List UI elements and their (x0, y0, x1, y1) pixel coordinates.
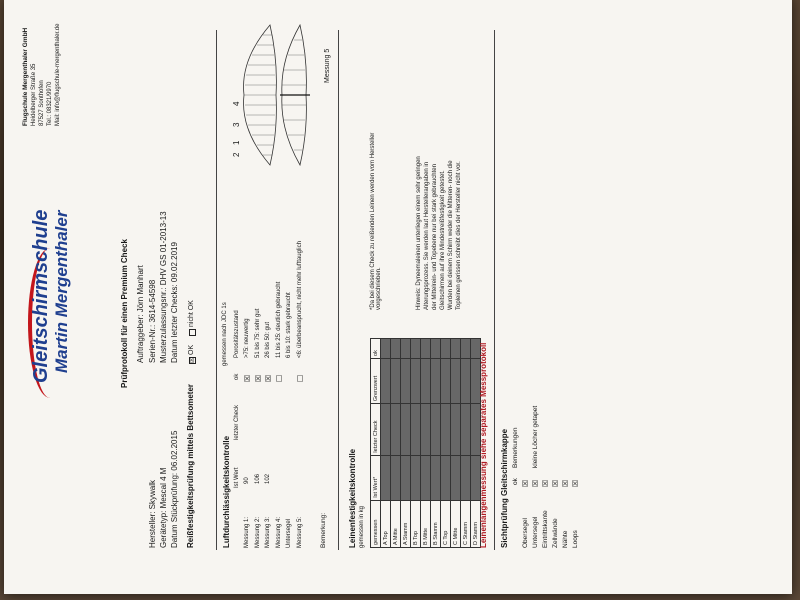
luft-row-checkbox[interactable]: ☐ (295, 374, 305, 382)
luft-row-checkbox[interactable]: ☒ (253, 374, 263, 382)
leinen-cell-ok[interactable] (461, 339, 471, 359)
leinen-cell-letzter[interactable] (401, 404, 411, 455)
leinen-cell-grenz[interactable] (441, 358, 451, 403)
reiss-ok-checkbox[interactable]: ☒ (189, 356, 196, 363)
leinen-cell-ok[interactable] (421, 339, 431, 359)
leinenlaenge-note: Leinenlängenmessung siehe separates Messprotokoll (479, 342, 488, 548)
reiss-heading: Reißfestigkeitsprüfung mittels Bettsometer (186, 383, 195, 548)
sicht-row-label: Nähte (562, 530, 569, 548)
table-row (411, 339, 421, 548)
leinen-cell-letzter[interactable] (421, 404, 431, 455)
luft-col-letzter: letzter Check (234, 404, 240, 440)
diagram-caption: Messung 5 (324, 48, 331, 83)
luft-row-checkbox[interactable]: ☒ (264, 374, 273, 382)
leinen-cell-ok[interactable] (441, 339, 451, 359)
luft-row-label: Messung 3: (265, 516, 271, 548)
luft-row-label: Messung 1: (244, 516, 250, 548)
leinen-header-row (371, 339, 381, 548)
leinen-col-ist: Ist Wert* (371, 455, 381, 500)
reiss-notok-label: nicht OK (188, 300, 195, 327)
leinen-row-label: C Top (441, 500, 451, 547)
luft-heading: Luftdurchlässigkeitskontrolle (222, 435, 231, 548)
hinweis-line: Topleinen gerissen schreibt dies der Hersteller nicht vor. (456, 161, 462, 310)
divider-luft (216, 30, 217, 550)
leinen-cell-grenz[interactable] (401, 358, 411, 403)
sicht-heading: Sichtprüfung Gleitschirmkappe (500, 428, 509, 548)
leinen-cell-letzter[interactable] (431, 404, 441, 455)
luft-bemerkung: Bemerkung: (320, 512, 327, 548)
luft-col-ist: Ist Wert (234, 467, 240, 488)
divider-leinen (338, 30, 339, 550)
sicht-row-label: Zellwände (552, 518, 559, 548)
leinen-cell-ist[interactable] (431, 455, 441, 500)
luft-col-porositaet: Porositätszustand (234, 310, 240, 358)
sicht-row-label: Loops (572, 530, 579, 548)
leinen-cell-letzter[interactable] (391, 404, 401, 455)
sicht-col-bem: Bemerkungen (512, 427, 519, 468)
luft-row-label: Untersegel (286, 518, 292, 548)
table-row (431, 339, 441, 548)
sicht-row-label: Obersegel (522, 518, 529, 548)
leinen-cell-ist[interactable] (451, 455, 461, 500)
info-seriennr: Serien-Nr.: 3614-54598 (148, 279, 157, 363)
leinen-gemessen: gemessen in kg (359, 505, 365, 548)
sicht-row-bemerkung: kleine Löcher getapet (532, 405, 539, 468)
company-phone: Tel.: 08321/9970 (47, 81, 53, 126)
luft-row-label: Messung 5: (296, 516, 303, 548)
hinweis-line: Alterungsprozess. Sie werden laut Herstellerangaben in (424, 161, 430, 310)
hinweis-line: Hinweis: Dyneemaleinen unterliegen einem sehr geringen (416, 156, 422, 310)
leinen-row-label: B Stamm (431, 500, 441, 547)
company-name: Flugschule Mergenthaler GmbH (22, 27, 29, 126)
leinen-cell-ok[interactable] (391, 339, 401, 359)
leinen-table (370, 338, 481, 548)
leinen-cell-ist[interactable] (411, 455, 421, 500)
info-auftraggeber: Auftraggeber: Jörn Manhart (136, 265, 145, 363)
company-street: Heidelberger Straße 35 (31, 63, 37, 126)
leinen-col-ok: ok (371, 339, 381, 359)
info-musterzulassung: Musterzulassungsnr.: DHV GS 01-2013-13 (159, 211, 168, 363)
luft-row-status: 51 bis 75: sehr gut (254, 308, 261, 358)
leinen-cell-ok[interactable] (381, 339, 391, 359)
sicht-row-checkbox[interactable]: ☒ (531, 479, 540, 487)
leinen-row-label: C Stamm (461, 500, 471, 547)
leinen-row-label: D Stamm (471, 500, 481, 547)
leinen-cell-ist[interactable] (421, 455, 431, 500)
sicht-row-label: Untersegel (532, 516, 539, 548)
luft-row-checkbox[interactable]: ☒ (243, 374, 252, 382)
sicht-row-checkbox[interactable]: ☒ (541, 479, 550, 487)
table-row (441, 339, 451, 548)
diagram-number-1: 1 (232, 140, 241, 145)
logo-line1: Gleitschirmschule (30, 209, 52, 383)
hinweis-line: der Mittelrein- und Topebene nur bei stark gebrauchten (432, 164, 438, 310)
hinweis-line: Wurden bei deinem Schirm weder die Mitteren- noch die (448, 160, 454, 310)
luft-row-status: 11 bis 25: deutlich gebraucht (275, 281, 282, 358)
luft-row-status: <6: überbeansprucht, nicht mehr lufttauglich (296, 241, 303, 358)
leinen-cell-ok[interactable] (401, 339, 411, 359)
leinen-cell-grenz[interactable] (411, 358, 421, 403)
sicht-row-checkbox[interactable]: ☒ (561, 479, 570, 487)
sicht-col-ok: ok (512, 478, 519, 485)
info-letzter-check: Datum letzter Checks: 09.02.2019 (170, 242, 179, 363)
leinen-col-gemessen: gemessen (371, 500, 381, 547)
leinen-note: *Da bei diesem Check zu reißenden Leinen werden vom Hersteller vorgeschrieben. (370, 132, 382, 310)
logo-line2: Martin Mergenthaler (52, 210, 71, 373)
leinen-cell-ist[interactable] (461, 455, 471, 500)
table-row (391, 339, 401, 548)
leinen-cell-ok[interactable] (411, 339, 421, 359)
luft-row-status: >75: neuwertig (244, 318, 250, 358)
leinen-cell-grenz[interactable] (421, 358, 431, 403)
sicht-row-checkbox[interactable]: ☒ (571, 479, 580, 487)
leinen-cell-ist[interactable] (381, 455, 391, 500)
leinen-cell-letzter[interactable] (461, 404, 471, 455)
leinen-row-label: A Top (381, 500, 391, 547)
leinen-cell-ist[interactable] (391, 455, 401, 500)
info-hersteller: Hersteller: Skywalk (148, 479, 157, 548)
luft-row-status: 6 bis 10: stark gebraucht (286, 292, 292, 358)
leinen-cell-letzter[interactable] (441, 404, 451, 455)
leinen-cell-ist[interactable] (401, 455, 411, 500)
leinen-cell-grenz[interactable] (431, 358, 441, 403)
leinen-cell-ist[interactable] (441, 455, 451, 500)
sicht-row-checkbox[interactable]: ☒ (521, 479, 530, 487)
leinen-cell-letzter[interactable] (381, 404, 391, 455)
luft-col-ok: ok (234, 373, 240, 380)
leinen-cell-grenz[interactable] (451, 358, 461, 403)
wing-diagram (230, 20, 320, 170)
company-email: Mail: info@flugschule-mergenthaler.de (55, 23, 61, 126)
leinen-cell-grenz[interactable] (461, 358, 471, 403)
leinen-heading: Leinenfestigkeitskontrolle (348, 448, 357, 548)
diagram-number-4: 4 (232, 101, 241, 106)
sicht-row-checkbox[interactable]: ☒ (551, 479, 560, 487)
document-page (4, 0, 792, 594)
luft-row-value: 106 (254, 473, 261, 484)
sicht-row-label: Eintrittskante (542, 510, 549, 548)
leinen-cell-letzter[interactable] (411, 404, 421, 455)
leinen-cell-ok[interactable] (451, 339, 461, 359)
diagram-number-3: 3 (232, 122, 241, 127)
leinen-cell-ok[interactable] (431, 339, 441, 359)
info-geraetetyp: Gerätetyp: Mescal 4 M (159, 467, 168, 548)
page-title: Prüfprotokoll für einen Premium Check (120, 239, 129, 388)
luft-row-label: Messung 4: (275, 516, 282, 548)
luft-row-checkbox[interactable]: ☐ (274, 374, 284, 382)
leinen-col-grenz: Grenzwert (371, 358, 381, 403)
table-row (421, 339, 431, 548)
luft-row-status: 26 bis 50: gut (265, 321, 271, 358)
table-row (381, 339, 391, 548)
reiss-ok-label: OK (188, 344, 195, 355)
info-stueckpruefung: Datum Stückprüfung: 06.02.2015 (170, 430, 179, 548)
luft-row-value: 90 (244, 477, 250, 484)
company-city: 87527 Sonthofen (39, 80, 45, 126)
leinen-row-label: C Mitte (451, 500, 461, 547)
leinen-col-letzter: letzter Check (371, 404, 381, 455)
divider-sicht (494, 30, 495, 550)
table-row (461, 339, 471, 548)
hinweis-line: Gleitschirmen auf ihre Mindestreißfestigkeit getestet. (440, 170, 446, 310)
leinen-cell-grenz[interactable] (381, 358, 391, 403)
leinen-row-label: A Stamm (401, 500, 411, 547)
leinen-cell-grenz[interactable] (391, 358, 401, 403)
leinen-cell-letzter[interactable] (451, 404, 461, 455)
reiss-notok-checkbox[interactable] (189, 329, 196, 336)
diagram-number-2: 2 (232, 152, 241, 157)
luft-gemessen: gemessen nach JDC 1s (222, 302, 228, 366)
table-row (451, 339, 461, 548)
leinen-row-label: A Mitte (391, 500, 401, 547)
leinen-row-label: B Top (411, 500, 421, 547)
luft-row-value: 102 (265, 473, 271, 484)
luft-row-label: Messung 2: (254, 516, 261, 548)
leinen-row-label: B Mitte (421, 500, 431, 547)
rotated-sheet (8, 0, 788, 588)
table-row (401, 339, 411, 548)
